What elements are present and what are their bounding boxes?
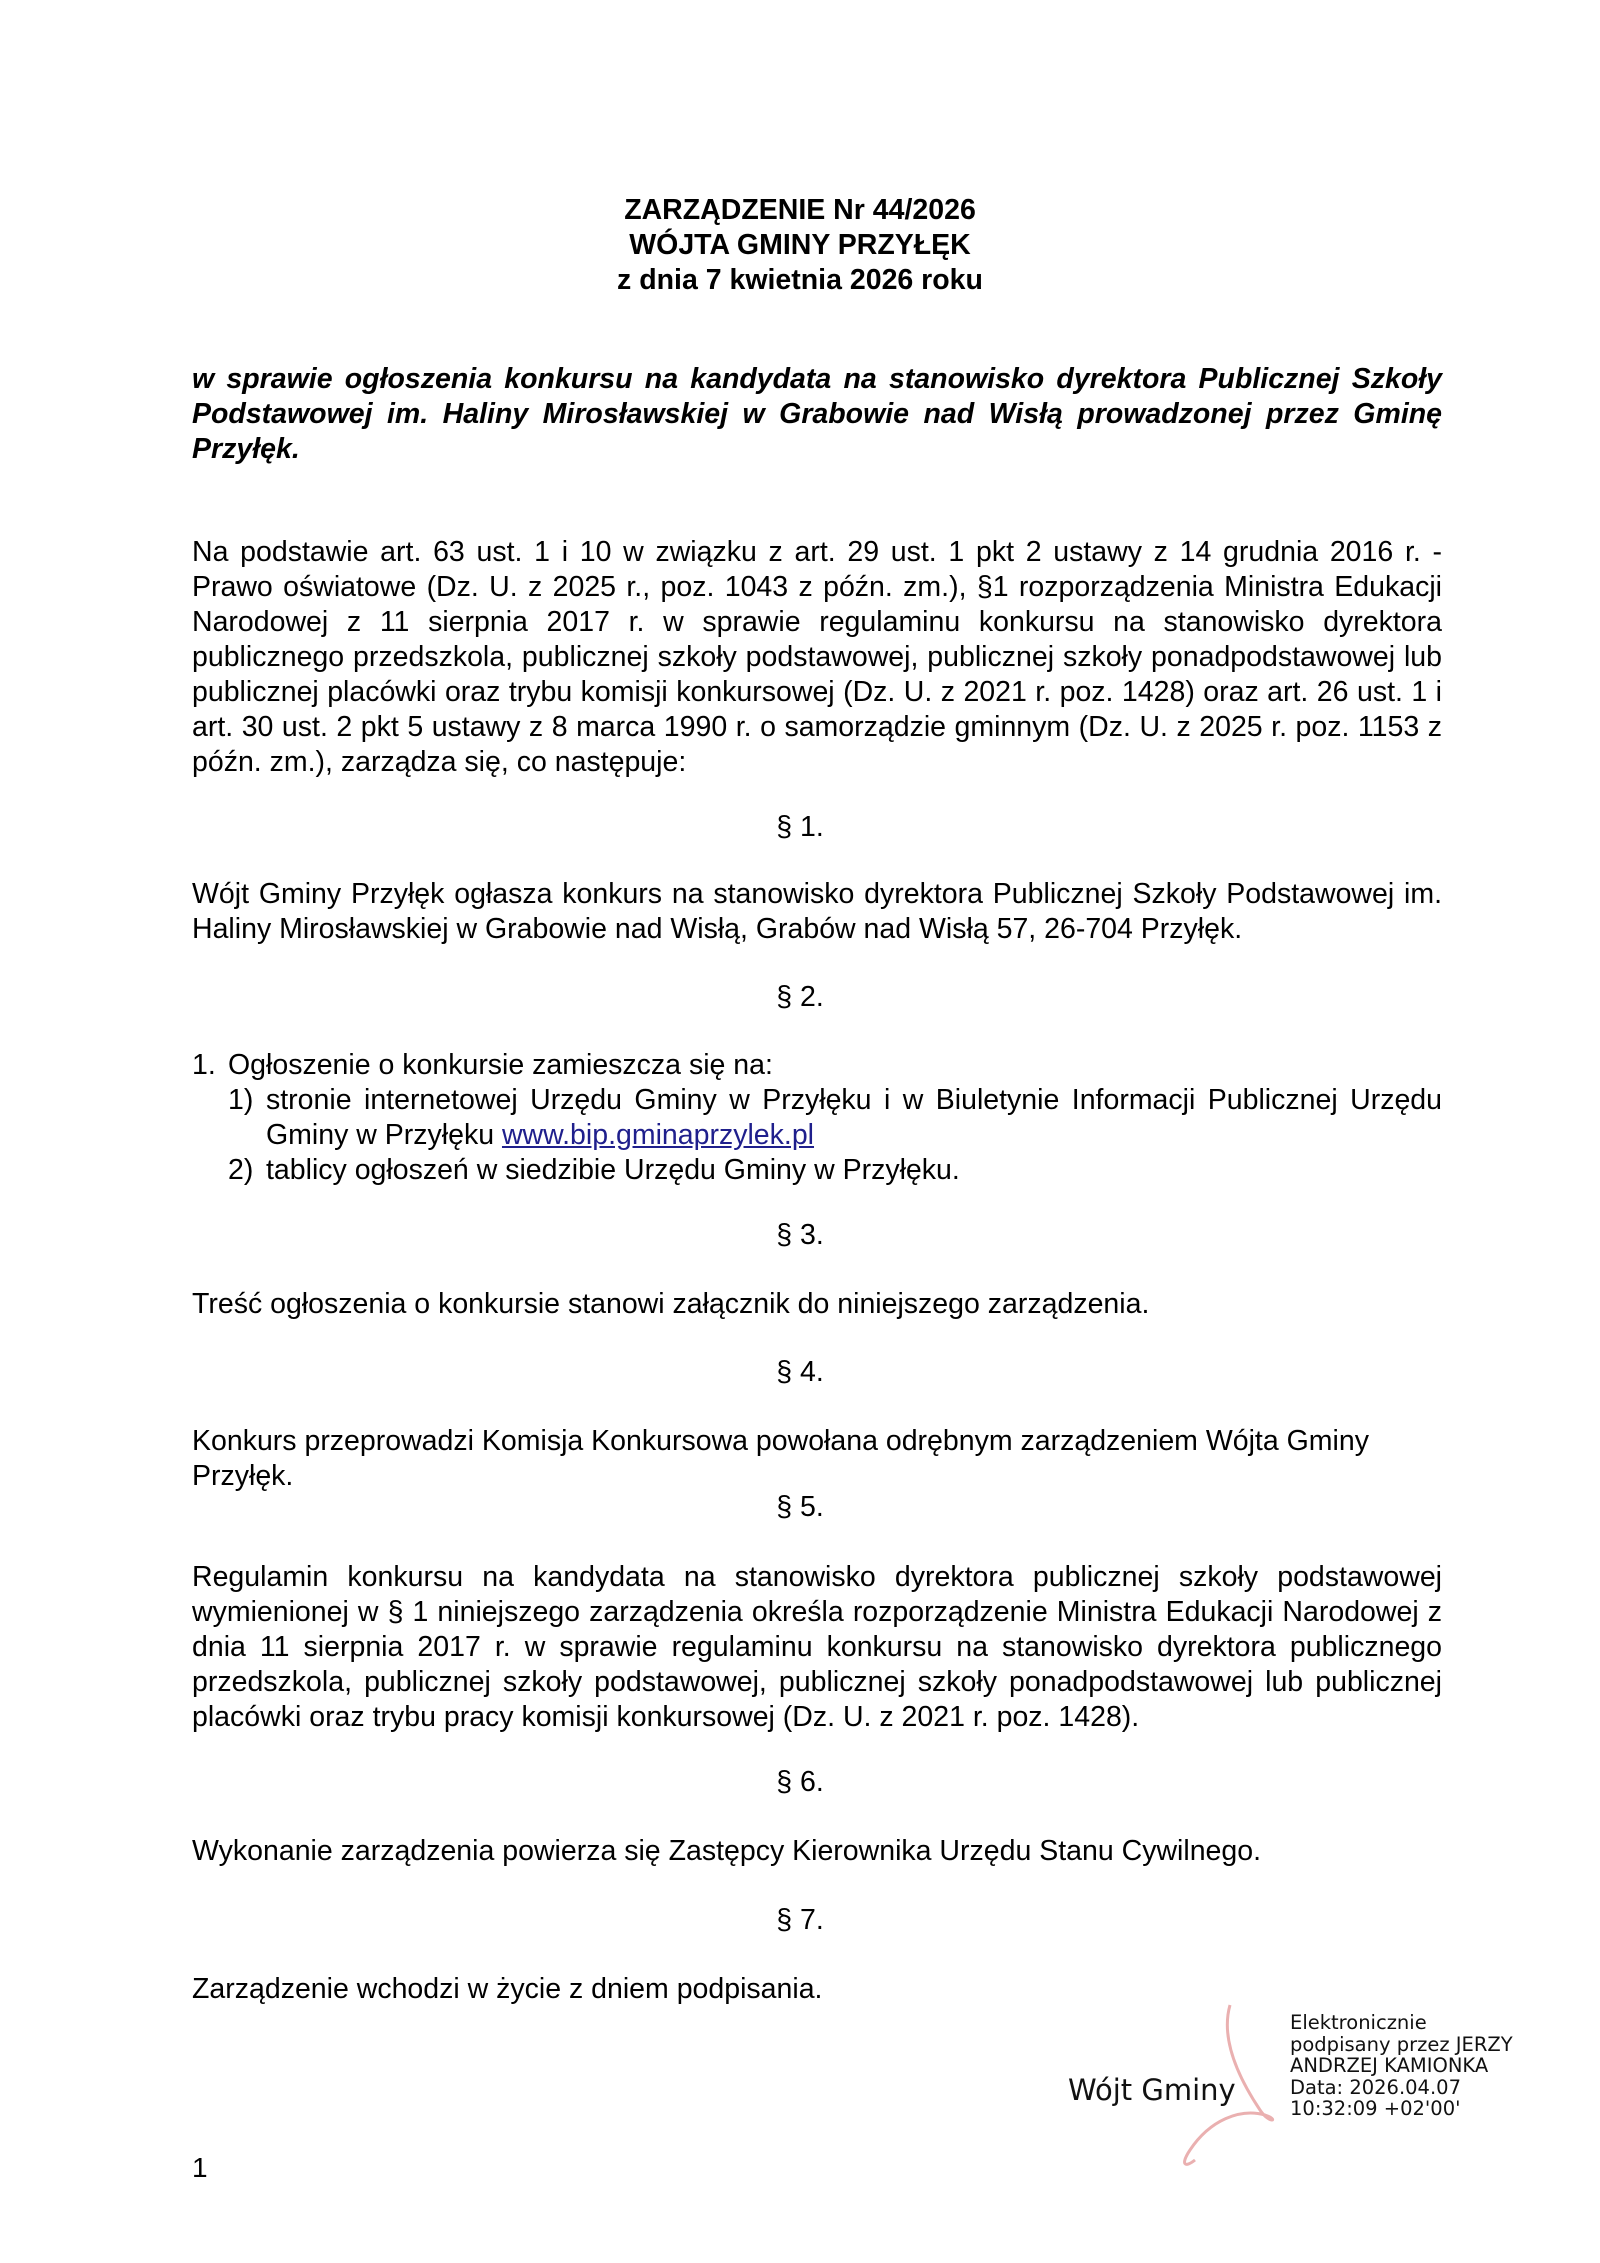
title-line-1: ZARZĄDZENIE Nr 44/2026 [624,194,976,226]
section-2-list [192,1048,1442,1188]
document-title [0,193,1600,298]
section-4-mark: § 4. [776,1356,824,1388]
list-item-number: 1. [192,1049,216,1081]
signature-line: 10:32:09 +02'00' [1290,2097,1461,2120]
section-5-text: Regulamin konkursu na kandydata na stanowisko dyrektora publicznej szkoły podstawowej wymienionej w § 1 niniejszego zarządzenia określa rozporządzenie Ministra Edukacji Narodowej z dnia 11 sierpnia 2017 r. w sprawie regulaminu konkursu na stanowisko dyrektora publicznego przedszkola, publicznej szkoły podstawowej, publicznej szkoły ponadpodstawowej lub publicznej placówki oraz trybu pracy komisji konkursowej (Dz. U. z 2021 r. poz. 1428). [192,1561,1442,1733]
section-3-mark: § 3. [776,1219,824,1251]
signature-line: podpisany przez JERZY [1290,2032,1513,2056]
preamble: Na podstawie art. 63 ust. 1 i 10 w związku z art. 29 ust. 1 pkt 2 ustawy z 14 grudnia 2016 r. - Prawo oświatowe (Dz. U. z 2025 r., poz. 1043 z późn. zm.), §1 rozporządzenia Ministra Edukacji Narodowej z 11 sierpnia 2017 r. w sprawie regulaminu konkursu na stanowisko dyrektora publicznego przedszkola, publicznej szkoły podstawowej, publicznej szkoły ponadpodstawowej lub publicznej placówki oraz trybu komisji konkursowej (Dz. U. z 2021 r. poz. 1428) oraz art. 26 ust. 1 i art. 30 ust. 2 pkt 5 ustawy z 8 marca 1990 r. o samorządzie gminnym (Dz. U. z 2025 r. poz. 1153 z późn. zm.), zarządza się, co następuje: [192,536,1442,778]
sub-list-item [192,1153,1442,1188]
page-number: 1 [192,2152,208,2183]
electronic-signature-block [1290,2012,1513,2120]
sub-item-1-text: stronie internetowej Urzędu Gminy w Przyłęku i w Biuletynie Informacji Publicznej Urzędu Gminy w Przyłęku [266,1084,1442,1151]
document-subject: w sprawie ogłoszenia konkursu na kandydata na stanowisko dyrektora Publicznej Szkoły Podstawowej im. Haliny Mirosławskiej w Grabowie nad Wisłą prowadzonej przez Gminę Przyłęk. [192,363,1442,465]
signature-line: ANDRZEJ KAMIONKA [1290,2054,1489,2077]
section-7-text: Zarządzenie wchodzi w życie z dniem podpisania. [192,1973,823,2005]
section-1-text: Wójt Gminy Przyłęk ogłasza konkurs na stanowisko dyrektora Publicznej Szkoły Podstawowej im. Haliny Mirosławskiej w Grabowie nad Wisłą, Grabów nad Wisłą 57, 26-704 Przyłęk. [192,878,1442,945]
sub-item-text [266,1083,1442,1153]
section-1-mark: § 1. [776,811,824,843]
bip-link[interactable]: www.bip.gminaprzylek.pl [501,1119,815,1151]
section-2-mark: § 2. [776,981,824,1013]
sub-item-2-text: tablicy ogłoszeń w siedzibie Urzędu Gminy w Przyłęku. [266,1154,960,1186]
list-item [192,1048,1442,1083]
signature-line: Elektronicznie [1290,2011,1427,2034]
section-4-text: Konkurs przeprowadzi Komisja Konkursowa powołana odrębnym zarządzeniem Wójta Gminy Przyłęk. [192,1425,1369,1492]
section-6-mark: § 6. [776,1766,824,1798]
sub-list-item [192,1083,1442,1153]
section-5-mark: § 5. [776,1491,824,1523]
section-7-mark: § 7. [776,1904,824,1936]
section-6-text: Wykonanie zarządzenia powierza się Zastępcy Kierownika Urzędu Stanu Cywilnego. [192,1835,1262,1867]
title-line-3: z dnia 7 kwietnia 2026 roku [617,264,983,296]
signature-line: Data: 2026.04.07 [1290,2075,1461,2099]
title-line-2: WÓJTA GMINY PRZYŁĘK [629,229,971,261]
signatory-title: Wójt Gminy [1068,2073,1236,2107]
section-3-text: Treść ogłoszenia o konkursie stanowi załącznik do niniejszego zarządzenia. [192,1288,1150,1320]
list-item-text: Ogłoszenie o konkursie zamieszcza się na: [228,1049,773,1081]
sub-item-number: 1) [228,1084,254,1116]
sub-item-number: 2) [228,1154,254,1186]
